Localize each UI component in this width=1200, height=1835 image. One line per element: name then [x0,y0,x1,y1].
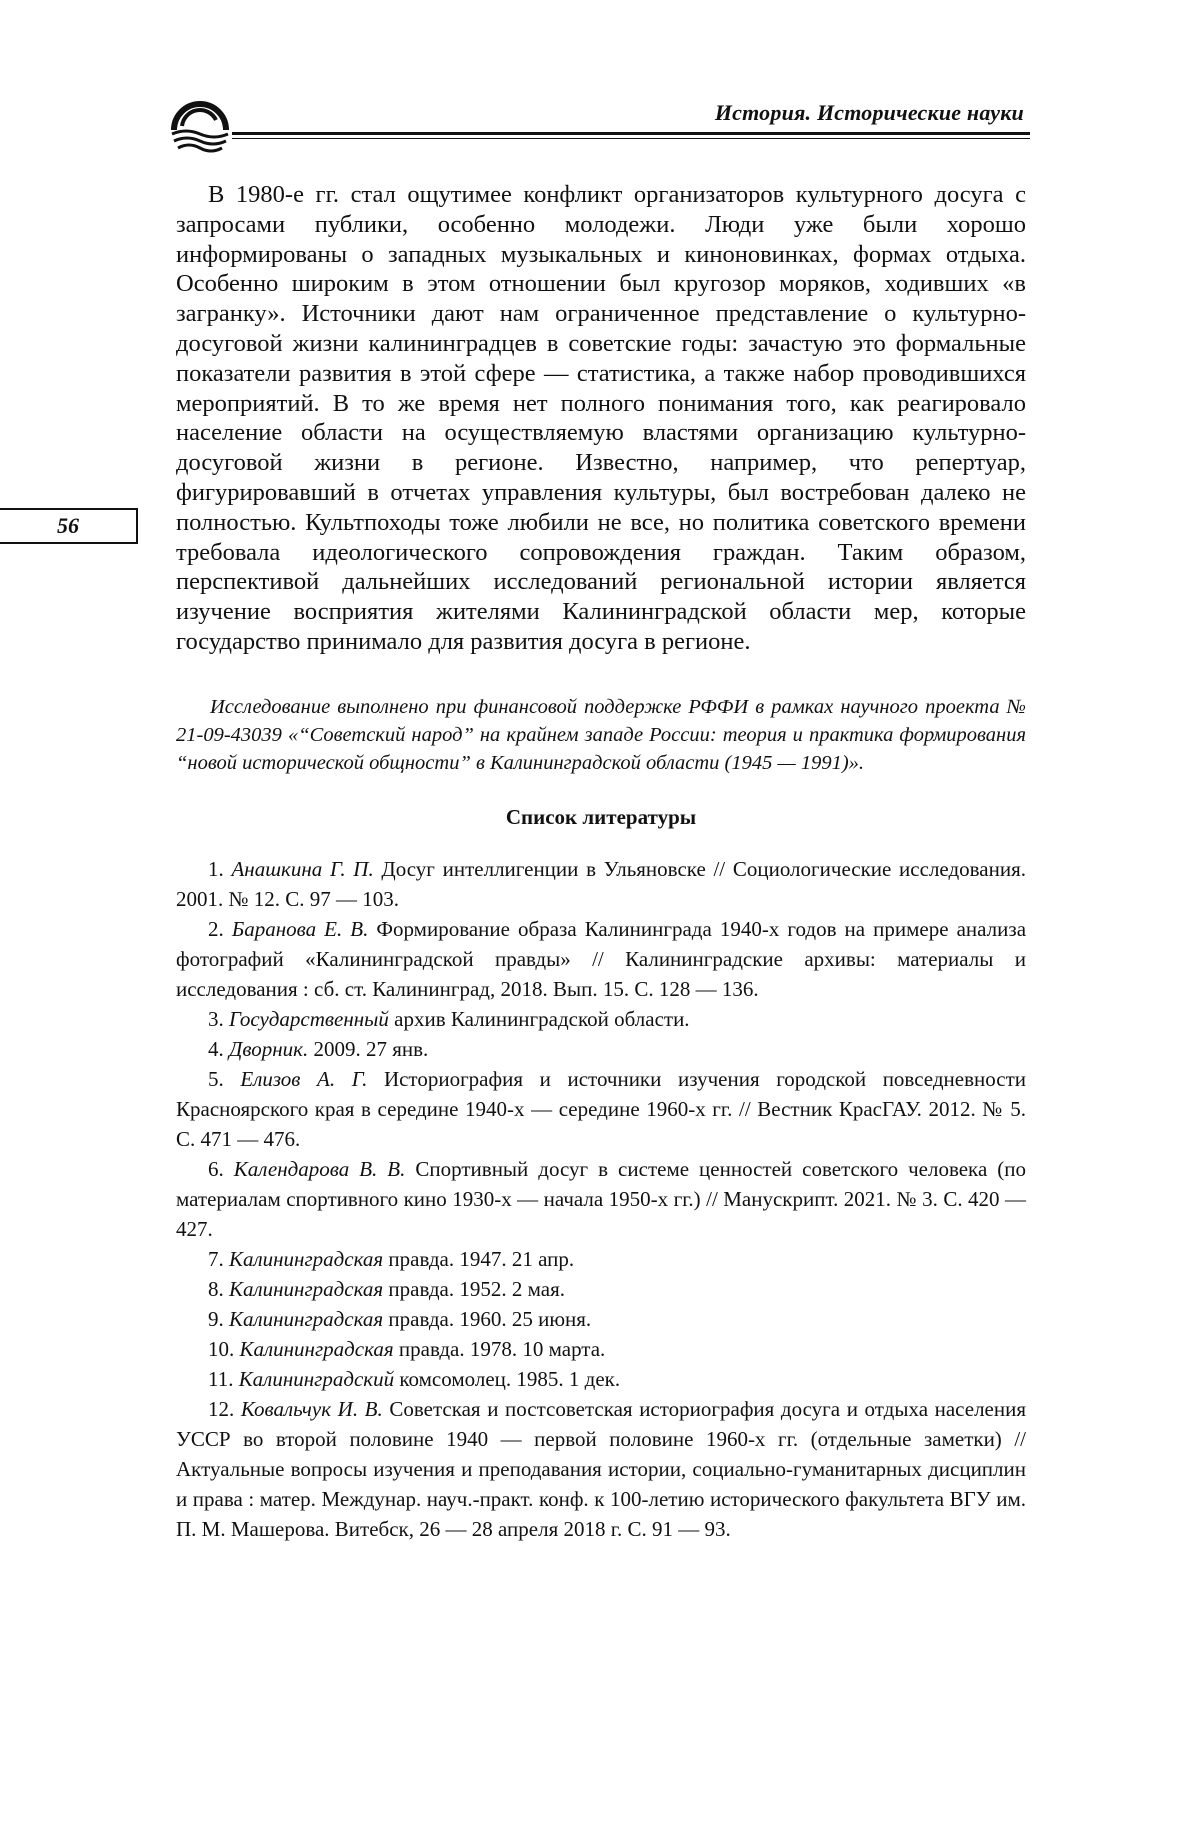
reference-number: 10. [208,1336,240,1361]
reference-author: Калининградская [229,1246,384,1271]
reference-number: 1. [208,856,232,881]
reference-author: Баранова Е. В. [231,916,369,941]
reference-item [176,914,1026,1004]
reference-text: правда. 1947. 21 апр. [383,1246,575,1271]
reference-number: 9. [208,1306,229,1331]
reference-item [176,1274,1026,1304]
reference-number: 5. [208,1066,241,1091]
reference-author: Календарова В. В. [233,1156,406,1181]
reference-number: 11. [208,1366,239,1391]
reference-author: Дворник. [229,1036,309,1061]
reference-author: Ковальчук И. В. [240,1396,383,1421]
reference-text: правда. 1978. 10 марта. [393,1336,606,1361]
reference-text: Спортивный досуг в системе ценностей советского человека (по материалам спортивного кино 1930-х — начала 1950-х гг.) // Манускрипт. 2021. № 3. С. 420 — 427. [176,1156,1026,1241]
reference-number: 4. [208,1036,229,1061]
running-header [168,96,1030,156]
reference-number: 6. [208,1156,234,1181]
reference-item [176,1364,1026,1394]
page-body [176,180,1026,1544]
reference-item [176,1394,1026,1544]
section-title: История. Исторические науки [714,100,1024,125]
reference-text: Советская и постсоветская историография досуга и отдыха населения УССР во второй половине 1940 — первой половине 1960-х гг. (отдельные заметки) // Актуальные вопросы изучения и преподавания истории, социально-гуманитарных дисциплин и права : матер. Междунар. науч.-практ. конф. к 100-летию исторического факультета ВГУ им. П. М. Машерова. Витебск, 26 — 28 апреля 2018 г. С. 91 — 93. [176,1396,1027,1541]
reference-number: 2. [208,916,232,941]
reference-text: Досуг интеллигенции в Ульяновске // Социологические исследования. 2001. № 12. С. 97 — 103. [176,856,1026,911]
page-number [0,508,138,544]
reference-text: Формирование образа Калининграда 1940-х годов на примере анализа фотографий «Калининградской правды» // Калининградские архивы: материалы и исследования : сб. ст. Калининград, 2018. Вып. 15. С. 128 — 136. [176,916,1027,1001]
reference-number: 3. [208,1006,229,1031]
reference-item [176,1244,1026,1274]
reference-author: Государственный [229,1006,389,1031]
page-number-label: 56 [57,513,79,538]
reference-item [176,1304,1026,1334]
reference-text: комсомолец. 1985. 1 дек. [394,1366,621,1391]
reference-item [176,1034,1026,1064]
reference-author: Калининградская [239,1336,394,1361]
funding-note: Исследование выполнено при финансовой поддержке РФФИ в рамках научного проекта № 21-09-43039 «“Советский народ” на крайнем западе России: теория и практика формирования “новой исторической общности” в Калининградской области (1945 — 1991)». [176,695,1026,774]
reference-text: правда. 1960. 25 июня. [383,1306,592,1331]
reference-author: Анашкина Г. П. [231,856,374,881]
reference-number: 12. [208,1396,241,1421]
reference-author: Калининградская [229,1306,384,1331]
reference-text: Историография и источники изучения городской повседневности Красноярского края в середине 1940-х — середине 1960-х гг. // Вестник КрасГАУ. 2012. № 5. С. 471 — 476. [176,1066,1027,1151]
header-rule [232,132,1030,135]
header-rule-thin [232,138,1030,139]
reference-item [176,1004,1026,1034]
reference-author: Елизов А. Г. [240,1066,368,1091]
reference-author: Калининградская [229,1276,384,1301]
reference-item [176,1334,1026,1364]
reference-number: 7. [208,1246,229,1271]
reference-text: 2009. 27 янв. [308,1036,429,1061]
reference-item [176,1154,1026,1244]
references-list [176,854,1026,1544]
references-heading: Список литературы [505,804,697,829]
reference-author: Калининградский [238,1366,395,1391]
reference-number: 8. [208,1276,229,1301]
body-paragraph: В 1980-е гг. стал ощутимее конфликт организаторов культурного досуга с запросами публики, особенно молодежи. Люди уже были хорошо информированы о западных музыкальных и киноновинках, формах отдыха. Особенно широким в этом отношении был кругозор моряков, ходивших «в загранку». Источники дают нам ограниченное представление о культурно-досуговой жизни калининградцев в советские годы: зачастую это формальные показатели развития в этой сфере — статистика, а также набор проводившихся мероприятий. В то же время нет полного понимания того, как реагировало население области на осуществляемую властями организацию культурно-досуговой жизни в регионе. Известно, например, что репертуар, фигурировавший в отчетах управления культуры, был востребован далеко не полностью. Культпоходы тоже любили не все, но политика советского времени требовала идеологического сопровождения граждан. Таким образом, перспективой дальнейших исследований региональной истории является изучение восприятия жителями Калининградской области мер, которые государство принимало для развития досуга в регионе. [176,181,1026,655]
reference-item [176,854,1026,914]
reference-item [176,1064,1026,1154]
journal-logo-icon [168,96,232,156]
reference-text: правда. 1952. 2 мая. [383,1276,565,1301]
reference-text: архив Калининградской области. [388,1006,690,1031]
